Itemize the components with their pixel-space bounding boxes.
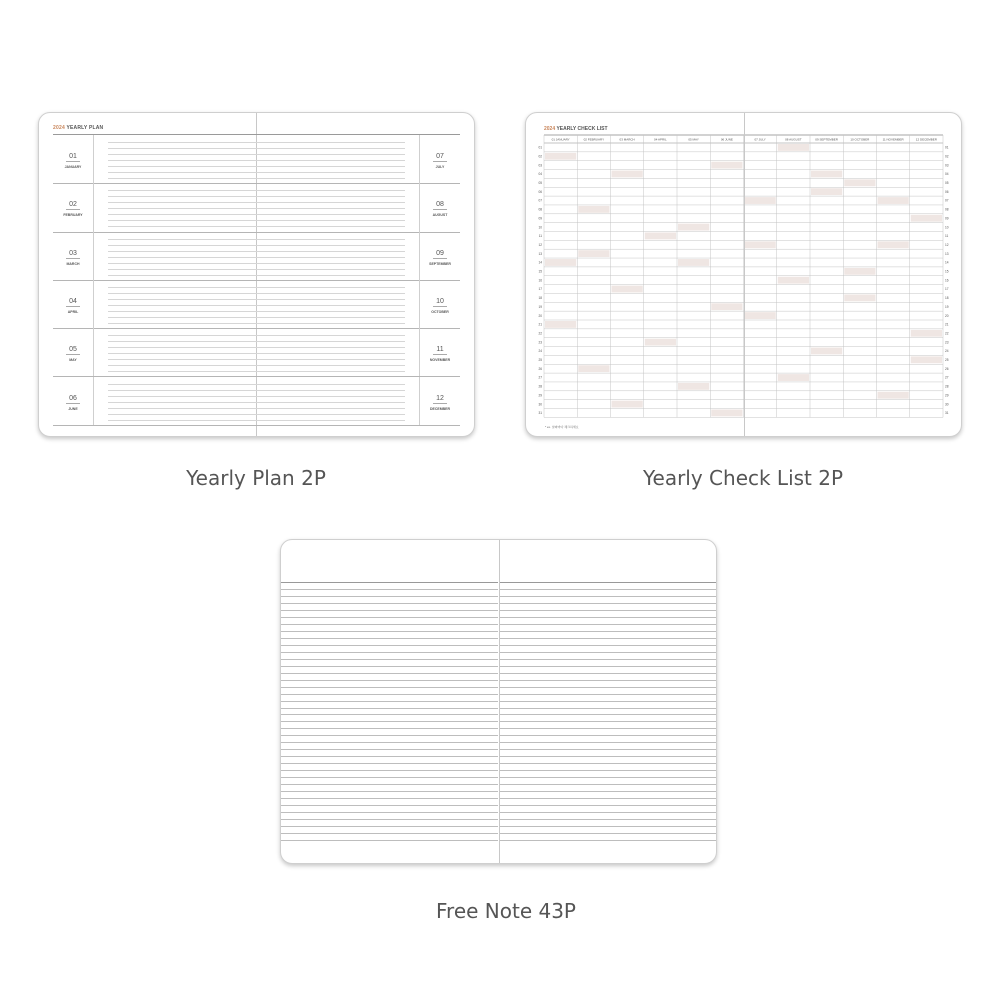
day-label-left: 21 bbox=[538, 322, 542, 327]
day-label-right: 12 bbox=[945, 242, 949, 247]
ruled-line bbox=[500, 749, 716, 750]
check-list-heading: YEARLY CHECK LIST bbox=[556, 126, 608, 132]
month-row bbox=[53, 232, 460, 281]
month-number: 10 bbox=[420, 298, 460, 307]
ruled-line bbox=[500, 819, 716, 820]
free-note-left-lines bbox=[281, 582, 498, 840]
day-label-right: 14 bbox=[945, 260, 949, 265]
day-label-right: 29 bbox=[945, 393, 949, 398]
month-name: MAY bbox=[69, 358, 77, 363]
day-label-right: 11 bbox=[945, 234, 949, 239]
day-label-right: 03 bbox=[945, 163, 949, 168]
day-label-right: 15 bbox=[945, 269, 949, 274]
ruled-line bbox=[500, 805, 716, 806]
ruled-line bbox=[500, 742, 716, 743]
shaded-cell bbox=[612, 401, 643, 408]
ruled-line bbox=[281, 742, 498, 743]
month-header: 03 MARCH bbox=[619, 137, 635, 142]
shaded-cell bbox=[745, 197, 776, 204]
month-number: 03 bbox=[53, 250, 93, 259]
shaded-cell bbox=[778, 144, 809, 151]
month-name: JUNE bbox=[68, 406, 78, 411]
shaded-cell bbox=[545, 321, 576, 328]
month-header: 04 APRIL bbox=[654, 137, 667, 142]
month-label-cell bbox=[419, 232, 460, 280]
ruled-line bbox=[500, 680, 716, 681]
yearly-plan-year: 2024 bbox=[53, 125, 65, 131]
check-list-title bbox=[544, 126, 608, 132]
shaded-cell bbox=[678, 224, 709, 231]
month-header: 07 JULY bbox=[754, 137, 766, 142]
ruled-line bbox=[281, 596, 498, 597]
day-label-left: 13 bbox=[538, 251, 542, 256]
month-header: 02 FEBRUARY bbox=[583, 137, 605, 142]
ruled-line bbox=[500, 701, 716, 702]
month-number: 01 bbox=[53, 153, 93, 162]
ruled-line bbox=[281, 701, 498, 702]
ruled-line bbox=[281, 659, 498, 660]
month-number: 08 bbox=[420, 201, 460, 210]
ruled-line bbox=[500, 666, 716, 667]
day-label-left: 16 bbox=[538, 278, 542, 283]
day-label-left: 11 bbox=[538, 234, 542, 239]
plan-writing-lines bbox=[108, 234, 405, 278]
day-label-right: 05 bbox=[945, 181, 949, 186]
ruled-line bbox=[281, 617, 498, 618]
shaded-cell bbox=[811, 188, 842, 195]
ruled-line bbox=[281, 638, 498, 639]
day-label-right: 08 bbox=[945, 207, 949, 212]
shaded-cell bbox=[545, 153, 576, 160]
ruled-line bbox=[281, 589, 498, 590]
free-note-spread bbox=[280, 539, 717, 864]
month-number: 04 bbox=[53, 298, 93, 307]
ruled-line bbox=[500, 673, 716, 674]
month-label-cell bbox=[419, 183, 460, 231]
month-number: 07 bbox=[420, 153, 460, 162]
month-name: MARCH bbox=[66, 261, 80, 266]
month-number: 09 bbox=[420, 250, 460, 259]
month-name: APRIL bbox=[67, 309, 79, 314]
month-label-cell bbox=[53, 135, 94, 183]
ruled-line bbox=[500, 624, 716, 625]
month-header: 10 OCTOBER bbox=[850, 137, 870, 142]
ruled-line bbox=[500, 687, 716, 688]
day-label-left: 07 bbox=[538, 198, 542, 203]
month-number: 12 bbox=[420, 395, 460, 404]
plan-writing-lines bbox=[108, 137, 405, 181]
day-label-left: 03 bbox=[538, 163, 542, 168]
ruled-line bbox=[281, 721, 498, 722]
ruled-line bbox=[500, 770, 716, 771]
ruled-line bbox=[500, 777, 716, 778]
day-label-left: 23 bbox=[538, 340, 542, 345]
month-row bbox=[53, 135, 460, 184]
day-label-left: 24 bbox=[538, 349, 542, 354]
ruled-line bbox=[281, 631, 498, 632]
shaded-cell bbox=[645, 339, 676, 346]
ruled-line bbox=[500, 784, 716, 785]
day-label-left: 01 bbox=[538, 145, 542, 150]
day-label-left: 27 bbox=[538, 375, 542, 380]
day-label-right: 23 bbox=[945, 340, 949, 345]
check-list-year: 2024 bbox=[544, 126, 556, 132]
month-label-cell bbox=[53, 328, 94, 376]
ruled-line bbox=[500, 714, 716, 715]
shaded-cell bbox=[844, 294, 875, 301]
day-label-left: 08 bbox=[538, 207, 542, 212]
day-label-right: 16 bbox=[945, 278, 949, 283]
day-label-left: 14 bbox=[538, 260, 542, 265]
ruled-line bbox=[281, 763, 498, 764]
month-header: 08 AUGUST bbox=[785, 137, 802, 142]
ruled-line bbox=[500, 840, 716, 841]
month-name: JANUARY bbox=[64, 165, 82, 169]
day-label-left: 29 bbox=[538, 393, 542, 398]
ruled-line bbox=[281, 749, 498, 750]
day-label-left: 15 bbox=[538, 269, 542, 274]
page-fold bbox=[744, 113, 745, 436]
yearly-plan-caption: Yearly Plan 2P bbox=[186, 466, 326, 490]
day-label-left: 26 bbox=[538, 366, 542, 371]
month-name: OCTOBER bbox=[431, 309, 449, 314]
ruled-line bbox=[500, 826, 716, 827]
month-name: AUGUST bbox=[432, 213, 448, 218]
month-name: NOVEMBER bbox=[429, 358, 451, 363]
day-label-right: 06 bbox=[945, 189, 949, 194]
month-number: 02 bbox=[53, 201, 93, 210]
shaded-cell bbox=[711, 303, 742, 310]
ruled-line bbox=[281, 735, 498, 736]
month-label-cell bbox=[53, 232, 94, 280]
month-header: 11 NOVEMBER bbox=[882, 137, 904, 142]
ruled-line bbox=[281, 610, 498, 611]
shaded-cell bbox=[711, 162, 742, 169]
month-header: 09 SEPTEMBER bbox=[815, 137, 838, 142]
ruled-line bbox=[500, 589, 716, 590]
ruled-line bbox=[281, 687, 498, 688]
day-label-left: 04 bbox=[538, 172, 542, 177]
day-label-left: 28 bbox=[538, 384, 542, 389]
ruled-line bbox=[281, 777, 498, 778]
ruled-line bbox=[500, 694, 716, 695]
ruled-line bbox=[500, 652, 716, 653]
day-label-right: 27 bbox=[945, 375, 949, 380]
ruled-line bbox=[281, 812, 498, 813]
month-header: 01 JANUARY bbox=[551, 137, 570, 142]
ruled-line bbox=[281, 840, 498, 841]
day-label-left: 02 bbox=[538, 154, 542, 159]
shaded-cell bbox=[711, 410, 742, 417]
ruled-line bbox=[500, 638, 716, 639]
day-label-left: 18 bbox=[538, 296, 542, 301]
day-label-right: 09 bbox=[945, 216, 949, 221]
ruled-line bbox=[281, 819, 498, 820]
ruled-line bbox=[281, 791, 498, 792]
ruled-line bbox=[281, 645, 498, 646]
plan-writing-lines bbox=[108, 282, 405, 326]
month-row bbox=[53, 280, 460, 329]
month-header: 05 MAY bbox=[688, 137, 699, 142]
day-label-right: 20 bbox=[945, 313, 949, 318]
ruled-line bbox=[500, 645, 716, 646]
ruled-line bbox=[281, 770, 498, 771]
day-label-right: 01 bbox=[945, 145, 949, 150]
day-label-right: 28 bbox=[945, 384, 949, 389]
day-label-right: 17 bbox=[945, 287, 949, 292]
shaded-cell bbox=[578, 365, 609, 372]
day-label-left: 09 bbox=[538, 216, 542, 221]
shaded-cell bbox=[878, 241, 909, 248]
ruled-line bbox=[281, 582, 498, 583]
shaded-cell bbox=[678, 383, 709, 390]
month-label-cell bbox=[419, 135, 460, 183]
day-label-right: 21 bbox=[945, 322, 949, 327]
day-label-right: 22 bbox=[945, 331, 949, 336]
ruled-line bbox=[500, 791, 716, 792]
ruled-line bbox=[500, 756, 716, 757]
yearly-plan-grid bbox=[53, 134, 460, 422]
ruled-line bbox=[500, 610, 716, 611]
ruled-line bbox=[500, 833, 716, 834]
yearly-plan-heading: YEARLY PLAN bbox=[66, 125, 104, 131]
day-label-right: 24 bbox=[945, 349, 949, 354]
ruled-line bbox=[281, 652, 498, 653]
day-label-right: 25 bbox=[945, 358, 949, 363]
shaded-cell bbox=[878, 197, 909, 204]
ruled-line bbox=[500, 603, 716, 604]
month-number: 06 bbox=[53, 395, 93, 404]
shaded-cell bbox=[578, 206, 609, 213]
day-label-right: 26 bbox=[945, 366, 949, 371]
shaded-cell bbox=[745, 312, 776, 319]
ruled-line bbox=[281, 666, 498, 667]
ruled-line bbox=[281, 624, 498, 625]
yearly-plan-title bbox=[53, 125, 103, 131]
ruled-line bbox=[500, 728, 716, 729]
day-label-left: 20 bbox=[538, 313, 542, 318]
ruled-line bbox=[281, 714, 498, 715]
shaded-cell bbox=[678, 259, 709, 266]
day-label-right: 30 bbox=[945, 402, 949, 407]
ruled-line bbox=[281, 708, 498, 709]
day-label-left: 17 bbox=[538, 287, 542, 292]
ruled-line bbox=[281, 756, 498, 757]
day-label-right: 31 bbox=[945, 411, 949, 416]
month-name: FEBRUARY bbox=[63, 213, 83, 218]
day-label-left: 31 bbox=[538, 411, 542, 416]
day-label-right: 10 bbox=[945, 225, 949, 230]
ruled-line bbox=[281, 798, 498, 799]
month-number: 05 bbox=[53, 346, 93, 355]
shaded-cell bbox=[545, 259, 576, 266]
month-name: DECEMBER bbox=[429, 406, 451, 411]
ruled-line bbox=[500, 596, 716, 597]
check-list-footnote: * ex. 날짜마다 체크하세요 bbox=[545, 425, 579, 429]
shaded-cell bbox=[811, 171, 842, 178]
day-label-right: 18 bbox=[945, 296, 949, 301]
ruled-line bbox=[500, 708, 716, 709]
month-row bbox=[53, 328, 460, 377]
ruled-line bbox=[500, 812, 716, 813]
shaded-cell bbox=[911, 215, 942, 222]
shaded-cell bbox=[911, 356, 942, 363]
month-label-cell bbox=[53, 280, 94, 328]
ruled-line bbox=[281, 603, 498, 604]
shaded-cell bbox=[811, 348, 842, 355]
shaded-cell bbox=[612, 171, 643, 178]
day-label-left: 19 bbox=[538, 304, 542, 309]
ruled-line bbox=[500, 617, 716, 618]
month-label-cell bbox=[419, 280, 460, 328]
day-label-left: 12 bbox=[538, 242, 542, 247]
free-note-caption: Free Note 43P bbox=[435, 899, 576, 923]
shaded-cell bbox=[578, 250, 609, 257]
ruled-line bbox=[500, 582, 716, 583]
month-label-cell bbox=[53, 377, 94, 425]
ruled-line bbox=[281, 680, 498, 681]
day-label-left: 05 bbox=[538, 181, 542, 186]
month-row bbox=[53, 183, 460, 232]
shaded-cell bbox=[645, 233, 676, 240]
day-label-right: 04 bbox=[945, 172, 949, 177]
shaded-cell bbox=[778, 277, 809, 284]
check-list-spread bbox=[525, 112, 962, 437]
ruled-line bbox=[500, 631, 716, 632]
day-label-right: 13 bbox=[945, 251, 949, 256]
month-label-cell bbox=[419, 328, 460, 376]
plan-writing-lines bbox=[108, 185, 405, 229]
ruled-line bbox=[500, 721, 716, 722]
ruled-line bbox=[500, 763, 716, 764]
ruled-line bbox=[281, 805, 498, 806]
day-label-right: 19 bbox=[945, 304, 949, 309]
day-label-left: 10 bbox=[538, 225, 542, 230]
shaded-cell bbox=[745, 241, 776, 248]
shaded-cell bbox=[612, 286, 643, 293]
ruled-line bbox=[281, 728, 498, 729]
plan-writing-lines bbox=[108, 330, 405, 374]
shaded-cell bbox=[878, 392, 909, 399]
month-header: 06 JUNE bbox=[720, 137, 733, 142]
month-name: JULY bbox=[435, 165, 445, 169]
month-number: 11 bbox=[420, 346, 460, 355]
day-label-left: 25 bbox=[538, 358, 542, 363]
ruled-line bbox=[500, 735, 716, 736]
day-label-left: 22 bbox=[538, 331, 542, 336]
month-label-cell bbox=[419, 377, 460, 425]
month-label-cell bbox=[53, 183, 94, 231]
plan-writing-lines bbox=[108, 379, 405, 423]
month-header: 12 DECEMBER bbox=[915, 137, 937, 142]
day-label-left: 30 bbox=[538, 402, 542, 407]
ruled-line bbox=[281, 673, 498, 674]
check-list-caption: Yearly Check List 2P bbox=[642, 466, 844, 490]
day-label-left: 06 bbox=[538, 189, 542, 194]
shaded-cell bbox=[778, 374, 809, 381]
yearly-plan-spread bbox=[38, 112, 475, 437]
ruled-line bbox=[281, 833, 498, 834]
ruled-line bbox=[281, 826, 498, 827]
ruled-line bbox=[281, 694, 498, 695]
ruled-line bbox=[500, 798, 716, 799]
ruled-line bbox=[281, 784, 498, 785]
shaded-cell bbox=[844, 179, 875, 186]
day-label-right: 07 bbox=[945, 198, 949, 203]
day-label-right: 02 bbox=[945, 154, 949, 159]
shaded-cell bbox=[844, 268, 875, 275]
shaded-cell bbox=[911, 330, 942, 337]
month-name: SEPTEMBER bbox=[429, 261, 451, 266]
month-row bbox=[53, 377, 460, 426]
free-note-right-lines bbox=[500, 582, 716, 840]
ruled-line bbox=[500, 659, 716, 660]
